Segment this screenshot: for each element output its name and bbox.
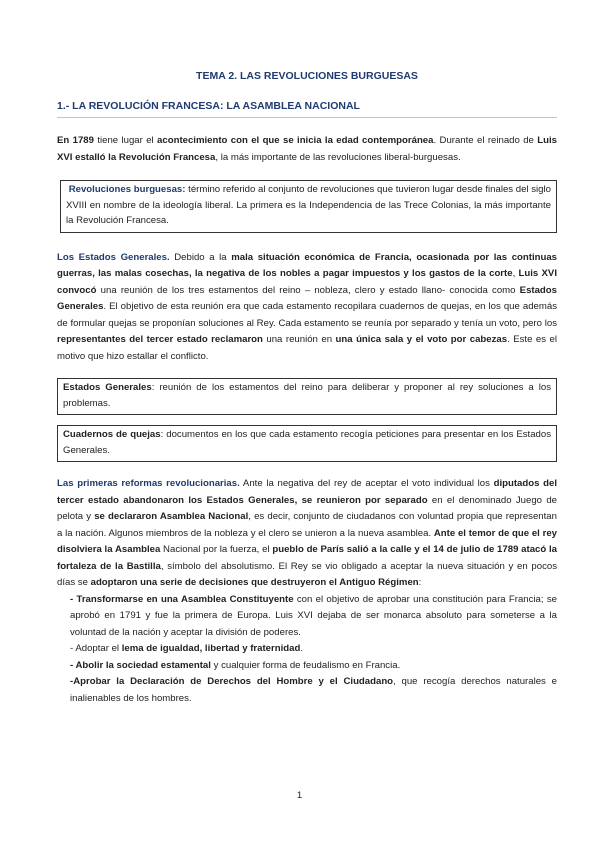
definition-box-cuadernos bbox=[57, 425, 557, 462]
definition-box-estados bbox=[57, 378, 557, 415]
section-heading: 1.- LA REVOLUCIÓN FRANCESA: LA ASAMBLEA NACIONAL bbox=[57, 100, 557, 118]
definition-term: Estados Generales bbox=[63, 382, 152, 393]
definition-text: : documentos en los que cada estamento recogía peticiones para presentar en los Estados Generales. bbox=[63, 429, 552, 456]
definition-box-revoluciones bbox=[60, 180, 557, 233]
paragraph-heading: Los Estados Generales. bbox=[57, 251, 170, 263]
definition-text: término referido al conjunto de revoluciones que tuvieron lugar desde finales del siglo XVIII en nombre de la ideología liberal. La primera es la Independencia de las Trece Colonias, la más importante la Revolución Francesa. bbox=[66, 184, 551, 226]
list-item: - Abolir la sociedad estamental y cualquier forma de feudalismo en Francia. bbox=[70, 659, 401, 671]
list-item: - Adoptar el lema de igualdad, libertad y fraternidad. bbox=[70, 643, 304, 654]
document-page bbox=[57, 70, 557, 707]
definition-term: Cuadernos de quejas bbox=[63, 429, 161, 440]
page-number: 1 bbox=[296, 790, 303, 801]
estados-paragraph: Los Estados Generales. Debido a la mala situación económica de Francia, ocasionada por las continuas guerras, las malas cosechas, la negativa de los nobles a pagar impuestos y los gastos de la corte, Luis XVI convocó una reunión de los tres estamentos del reino – nobleza, clero y estado llano- conocida como Estados Generales. El objetivo de esta reunión era que cada estamento recopilara cuadernos de quejas, en los que además de formular quejas se proponían soluciones al Rey. Cada estamento se reunía por separado y tenía un voto, pero los representantes del tercer estado reclamaron una reunión en una única sala y el voto por cabezas. Este es el motivo que hizo estallar el conflicto. bbox=[57, 251, 557, 362]
intro-paragraph: En 1789 tiene lugar el acontecimiento con el que se inicia la edad contemporánea. Durante el reinado de Luis XVI estalló la Revolución Francesa, la más importante de las revoluciones liberal-burguesas. bbox=[57, 135, 557, 163]
document-title: TEMA 2. LAS REVOLUCIONES BURGUESAS bbox=[196, 70, 418, 82]
reforms-list bbox=[57, 592, 557, 708]
definition-term: Revoluciones burguesas: bbox=[68, 184, 186, 195]
definition-text: : reunión de los estamentos del reino para deliberar y proponer al rey soluciones a los problemas. bbox=[63, 382, 552, 409]
list-item: - Transformarse en una Asamblea Constituyente con el objetivo de aprobar una constitución para Francia; se aprobó en 1791 y fue la primera de Europa. Luis XVI dejaba de ser monarca absoluto para someterse a la voluntad de la nación y aceptar la división de poderes. bbox=[70, 593, 557, 638]
paragraph-heading: Las primeras reformas revolucionarias. bbox=[57, 478, 240, 489]
list-item: -Aprobar la Declaración de Derechos del Hombre y el Ciudadano, que recogía derechos naturales e inalienables de los hombres. bbox=[70, 676, 557, 704]
reformas-paragraph: Las primeras reformas revolucionarias. Ante la negativa del rey de aceptar el voto individual los diputados del tercer estado abandonaron los Estados Generales, se reunieron por separado en el denominado Juego de pelota y se declararon Asamblea Nacional, es decir, conjunto de ciudadanos con voluntad propia que representan a la nación. Algunos miembros de la nobleza y el clero se unieron a la nueva asamblea. Ante el temor de que el rey disolviera la Asamblea Nacional por la fuerza, el pueblo de París salió a la calle y el 14 de julio de 1789 atacó la fortaleza de la Bastilla, símbolo del absolutismo. El Rey se vio obligado a aceptar la nueva situación y en pocos días se adoptaron una serie de decisiones que destruyeron el Antiguo Régimen: bbox=[57, 478, 558, 588]
